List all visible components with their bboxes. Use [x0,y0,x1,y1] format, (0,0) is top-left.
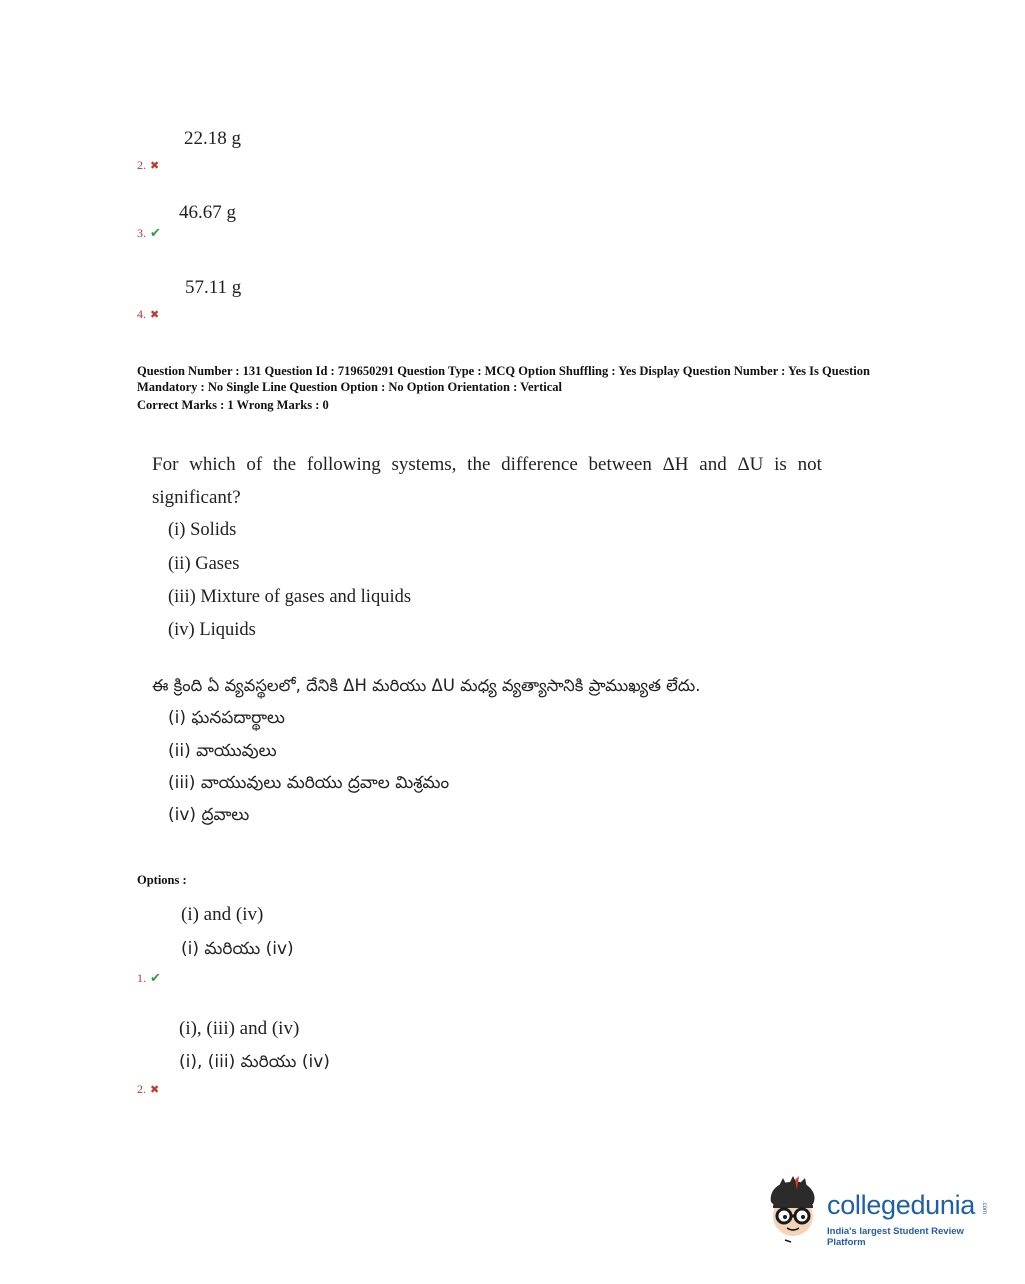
wrong-icon: ✖ [150,1083,160,1096]
question-item-1: (i) Solids [168,520,237,540]
question-item-2: (ii) Gases [168,554,240,574]
options-label: Options : [137,873,187,887]
meta-line-2: Mandatory : No Single Line Question Option : No Option Orientation : Vertical [137,380,563,394]
question-text-line-2: significant? [152,487,241,508]
collegedunia-logo [765,1176,995,1246]
meta-line-3: Correct Marks : 1 Wrong Marks : 0 [137,398,329,412]
option-number: 3. [137,226,146,240]
question-item-4: (iv) Liquids [168,620,256,640]
question-text-telugu: ఈ క్రింది ఏ వ్యవస్థలలో, దేనికి ΔH మరియు ΔU మధ్య వ్యత్యాసానికి ప్రాముఖ్యత లేదు. [152,676,701,695]
check-icon: ✔ [150,971,161,986]
prev-option-2-number [137,158,159,173]
question-item-te-3: (iii) వాయువులు మరియు ద్రవాల మిశ్రమం [168,773,450,793]
question-item-te-4: (iv) ద్రవాలు [168,805,250,825]
option-number: 2. [137,1082,146,1096]
option-number: 2. [137,158,146,172]
option-number: 1. [137,971,146,985]
mascot-icon [765,1176,825,1246]
option-1-number [137,971,161,986]
check-icon: ✔ [150,226,161,241]
question-item-te-2: (ii) వాయువులు [168,741,277,761]
prev-option-2-text: 22.18 g [184,128,241,149]
option-number: 4. [137,307,146,321]
question-meta [137,363,870,413]
question-text-line-1: For which of the following systems, the difference between ΔH and ΔU is not [152,454,822,475]
question-item-3: (iii) Mixture of gases and liquids [168,587,412,607]
option-2-number [137,1082,159,1097]
prev-option-4-number [137,307,159,322]
prev-option-3-number [137,226,161,241]
meta-line-1: Question Number : 131 Question Id : 719650291 Question Type : MCQ Option Shuffling : Yes Display Question Number : Yes Is Question [137,364,870,378]
option-1-text-en: (i) and (iv) [181,904,264,925]
logo-suffix: .com [981,1201,987,1215]
option-2-text-te: (i), (iii) మరియు (iv) [179,1052,330,1072]
option-2-text-en: (i), (iii) and (iv) [179,1018,300,1039]
prev-option-3-text: 46.67 g [179,202,236,223]
logo-title: collegedunia [827,1190,976,1220]
wrong-icon: ✖ [150,159,160,172]
wrong-icon: ✖ [150,308,160,321]
logo-subtitle: India's largest Student Review Platform [827,1226,964,1248]
option-1-text-te: (i) మరియు (iv) [181,939,294,959]
prev-option-4-text: 57.11 g [185,277,242,298]
question-item-te-1: (i) ఘనపదార్థాలు [168,708,285,728]
